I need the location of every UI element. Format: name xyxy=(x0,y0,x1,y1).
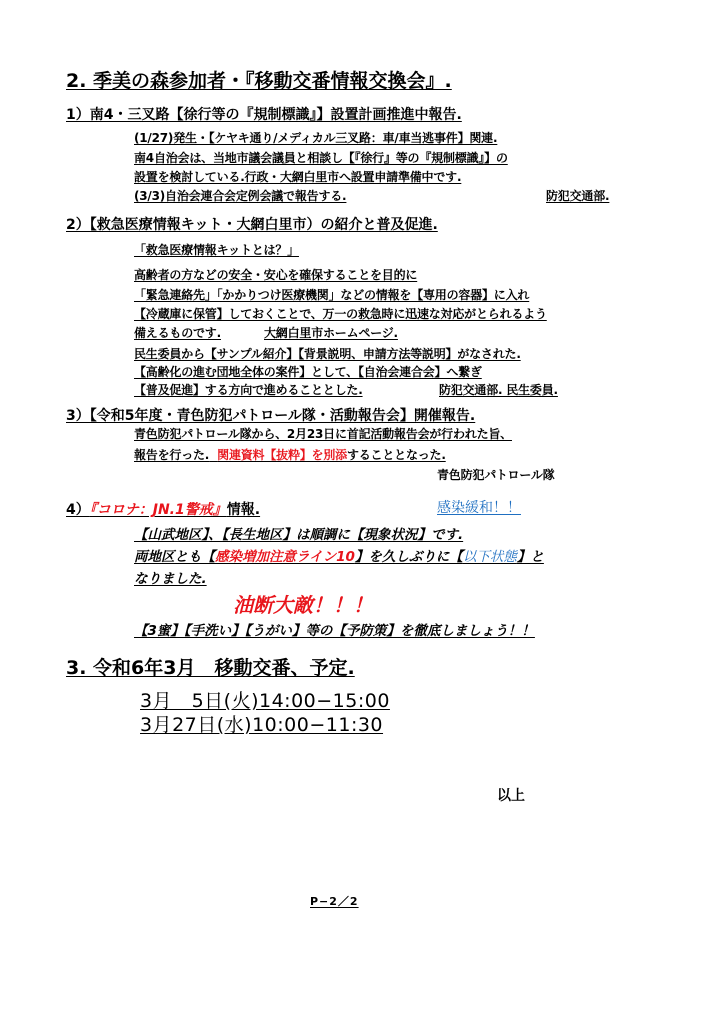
item-1-line: 設置を検討している.行政・大網白里市へ設置申請準備中です. xyxy=(134,170,462,184)
item-3-heading: 3）【令和5年度・青色防犯パトロール隊・活動報告会】開催報告. xyxy=(66,408,476,424)
item-2-line: 民生委員から【サンプル紹介】【背景説明、申請方法等説明】がなされた. xyxy=(134,347,521,361)
item-2-signature: 防犯交通部. 民生委員. xyxy=(439,383,558,397)
section-2-title: 2. 季美の森参加者・『移動交番情報交換会』. xyxy=(66,70,452,92)
item-2-line: 「緊急連絡先」「かかりつけ医療機関」などの情報を【専用の容器】に入れ xyxy=(134,288,530,302)
item-2-heading: 2）【救急医療情報キット・大網白里市）の紹介と普及促進. xyxy=(66,217,438,233)
item-4-alert: 油断大敵！！！ xyxy=(233,593,373,617)
item-4-line: なりました. xyxy=(134,571,207,587)
item-3-line: 青色防犯パトロール隊から、2月23日に首記活動報告会が行われた旨、 xyxy=(134,427,512,441)
item-4-text: 両地区とも【 xyxy=(134,549,215,565)
item-4-text: 】と xyxy=(516,549,544,565)
item-3-attachment-note: 関連資料【抜粋】を別添 xyxy=(217,448,347,462)
item-4-suffix: 情報. xyxy=(226,502,261,518)
item-1-line: (1/27)発生・【ケヤキ通り/メディカル三叉路：車/車当逃事件】関連. xyxy=(134,131,498,145)
closing-text: 以上 xyxy=(497,788,525,804)
item-3-line xyxy=(134,446,446,463)
item-1-line: (3/3)自治会連合会定例会議で報告する. xyxy=(134,189,347,203)
item-4-line: 【山武地区】、【長生地区】は順調に【現象状況】です. xyxy=(134,527,464,543)
item-2-line: 【高齢化の進む団地全体の案件】として、【自治会連合会】へ繋ぎ xyxy=(134,365,482,379)
item-3-text: 報告を行った. xyxy=(134,448,210,462)
section-3-title: 3. 令和6年3月 移動交番、予定. xyxy=(66,657,355,679)
item-3-signature: 青色防犯パトロール隊 xyxy=(437,468,555,482)
item-4-covid-title: 『コロナ：JN.1警戒』 xyxy=(89,502,227,518)
item-4-line xyxy=(134,545,544,565)
item-4-warning-line: 感染増加注意ライン10 xyxy=(215,549,355,565)
item-1-line: 南4自治会は、当地市議会議員と相談し【『徐行』等の『規制標識』】の xyxy=(134,151,508,165)
item-2-line: 【冷蔵庫に保管】しておくことで、万一の救急時に迅速な対応がとられるよう xyxy=(134,307,547,321)
schedule-date: 3月27日(水)10:00−11:30 xyxy=(140,714,384,736)
item-4-prefix: 4） xyxy=(66,502,90,518)
item-2-quote: 「救急医療情報キットとは？」 xyxy=(134,243,299,257)
item-1-heading: 1）南4・三叉路【徐行等の『規制標識』】設置計画推進中報告. xyxy=(66,107,462,123)
item-2-source: 大網白里市ホームページ. xyxy=(264,326,398,340)
item-4-heading xyxy=(66,499,260,519)
item-4-text: 】を久しぶりに【 xyxy=(354,549,463,565)
page-number: P−2／2 xyxy=(310,895,359,908)
item-4-line: 【3蜜】【手洗い】【うがい】等の【予防策】を徹底しましょう！！ xyxy=(134,623,535,639)
item-1-signature: 防犯交通部. xyxy=(546,189,610,203)
item-2-line: 高齢者の方などの安全・安心を確保することを目的に xyxy=(134,268,418,282)
item-3-text: することとなった. xyxy=(346,448,446,462)
item-2-line: 備えるものです. xyxy=(134,326,221,340)
item-2-line: 【普及促進】する方向で進めることとした. xyxy=(134,383,363,397)
item-4-badge: 感染緩和！！ xyxy=(437,500,521,516)
schedule-date: 3月 5日(火)14:00−15:00 xyxy=(140,690,390,712)
item-4-status: 以下状態 xyxy=(462,549,517,565)
